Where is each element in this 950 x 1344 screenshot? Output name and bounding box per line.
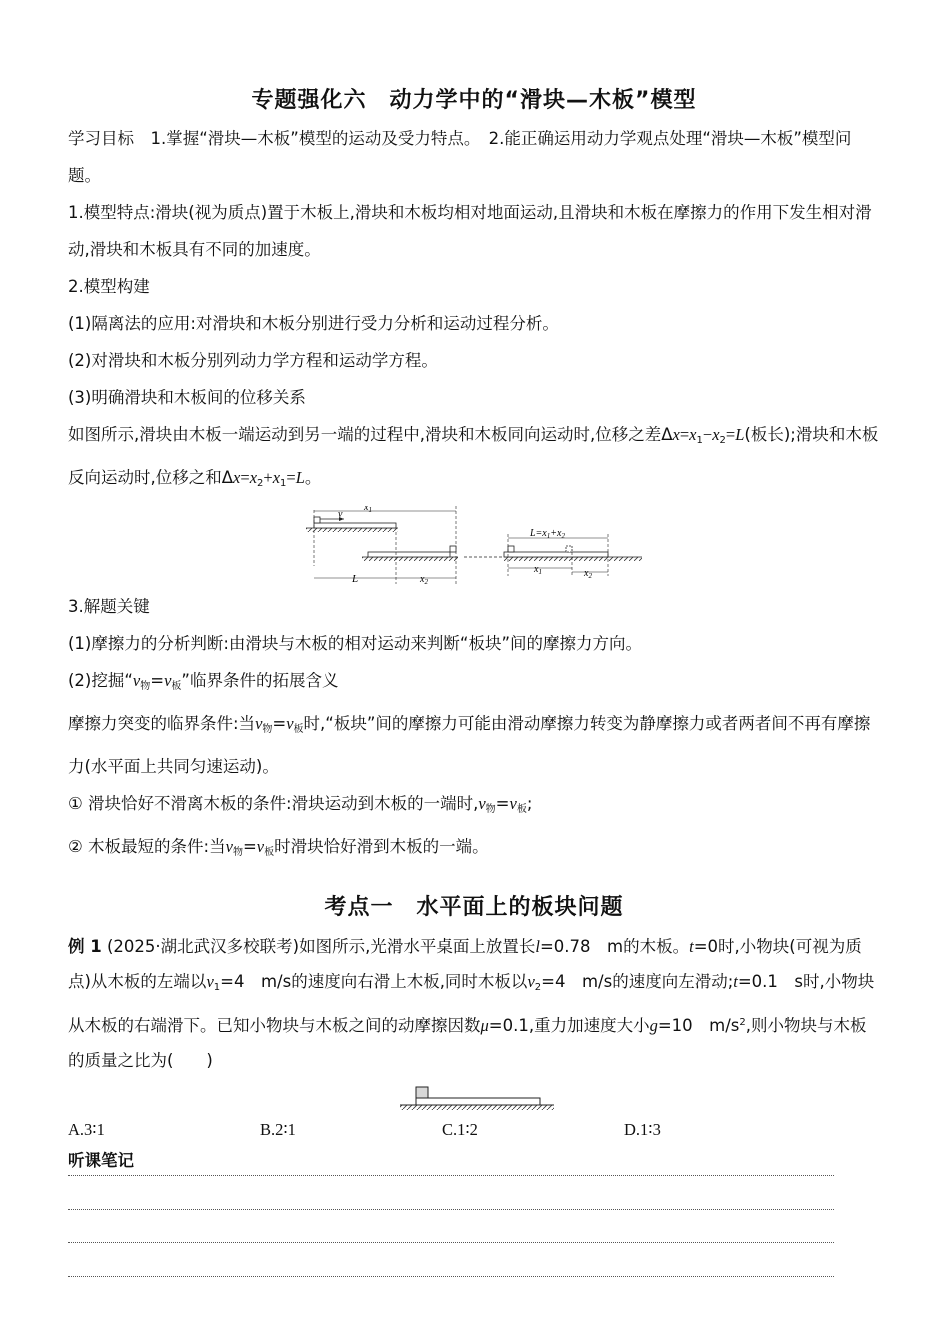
label-right-x1: $x_1$: [534, 564, 542, 576]
example-1: 例 1 (2025·湖北武汉多校联考)如图所示,光滑水平桌面上放置长l=0.78 m的木板。t=0时,小物块(可视为质点)从木板的左端以$v_1=4$ m/s的速度向右滑上木板,同时木板以$v_2=4$ m/s的速度向左滑动;t=0.1 s时,小物块从木板的右端滑下。已知小物块与木板之间的动摩擦因数μ=0.1,重力加速度大小g=10 $m/s^2$,则小物块与木板的质量之比为( ): [68, 937, 875, 1070]
ground-right: [504, 557, 642, 561]
label-v: v: [338, 509, 343, 520]
table-surface: [400, 1105, 554, 1110]
option-b[interactable]: B.2∶1: [260, 1120, 296, 1139]
answer-options: [68, 1112, 880, 1148]
paragraph-isolation: (1)隔离法的应用:对滑块和木板分别进行受力分析和运动过程分析。: [68, 314, 559, 333]
example-source: (2025·湖北武汉多校联考): [106, 937, 300, 956]
var-L: L: [735, 425, 745, 444]
note-line[interactable]: [68, 1276, 834, 1277]
block-board-displacement-figure: [304, 506, 644, 588]
paragraph-displacement: (3)明确滑块和木板间的位移关系: [68, 388, 306, 407]
learning-goal-label: 学习目标: [68, 129, 134, 148]
var-x2: x: [712, 425, 720, 444]
example-label: 例 1: [68, 937, 102, 956]
paragraph-friction-change: 摩擦力突变的临界条件:当$v_物=v_板$时,“板块”间的摩擦力可能由滑动摩擦力转变为静摩擦力或者两者间不再有摩擦力(水平面上共同匀速运动)。: [68, 714, 871, 776]
paragraph-model-features: 1.模型特点:滑块(视为质点)置于木板上,滑块和木板均相对地面运动,且滑块和木板在摩擦力的作用下发生相对滑动,滑块和木板具有不同的加速度。: [68, 203, 872, 259]
ground-top-left: [306, 528, 398, 532]
option-c[interactable]: C.1∶2: [442, 1120, 478, 1139]
small-block: [416, 1087, 428, 1098]
relation-text-b: (板长);滑块和木板反向运动时,位移之和Δ: [68, 425, 879, 487]
paragraph-equations: (2)对滑块和木板分别列动力学方程和运动学方程。: [68, 351, 438, 370]
paragraph-displacement-relation: 如图所示,滑块由木板一端运动到另一端的过程中,滑块和木板同向运动时,位移之差$\Delta x=x_1-x_2=L$(板长);滑块和木板反向运动时,位移之和$\Delta x=x_2+x_1=L$。: [68, 425, 879, 489]
paragraph-critical-condition: (2)挖掘“$v_物=v_板$”临界条件的拓展含义: [68, 671, 339, 692]
block-right-start: [508, 546, 514, 552]
board-right: [504, 552, 608, 557]
label-x1: $x_1$: [364, 506, 372, 514]
section-heading: 考点一 水平面上的板块问题: [324, 895, 624, 920]
block-right-end: [566, 546, 572, 552]
paragraph-key: 3.解题关键: [68, 597, 150, 616]
board-initial: [314, 523, 396, 528]
note-line[interactable]: [68, 1209, 834, 1210]
option-a[interactable]: A.3∶1: [68, 1120, 105, 1139]
board-final: [368, 552, 450, 557]
page: [68, 84, 880, 1277]
note-line[interactable]: [68, 1175, 834, 1176]
note-line[interactable]: [68, 1242, 834, 1243]
paragraph-condition-1: ① 滑块恰好不滑离木板的条件:滑块运动到木板的一端时$,v_物=v_板$;: [68, 794, 533, 815]
option-d[interactable]: D.1∶3: [624, 1120, 661, 1139]
paragraph-condition-2: ② 木板最短的条件:当$v_物=v_板$时滑块恰好滑到木板的一端。: [68, 837, 489, 858]
paragraph-model-build: 2.模型构建: [68, 277, 150, 296]
learning-goal-text: 1.掌握“滑块—木板”模型的运动及受力特点。 2.能正确运用动力学观点处理“滑块—木板”模型问题。: [68, 129, 852, 185]
ground-bottom-left: [362, 557, 458, 561]
relation-text-a: 如图所示,滑块由木板一端运动到另一端的过程中,滑块和木板同向运动时,位移之差Δ: [68, 425, 673, 444]
sub-1: 1: [696, 435, 703, 446]
page-title: 专题强化六 动力学中的“滑块—木板”模型: [251, 88, 697, 113]
example-figure: [398, 1084, 558, 1112]
var-x: x: [672, 425, 680, 444]
label-L-sum: $L=x_1+x_2$: [530, 528, 565, 540]
paragraph-friction-direction: (1)摩擦力的分析判断:由滑块与木板的相对运动来判断“板块”间的摩擦力方向。: [68, 634, 643, 653]
label-x2: $x_2$: [420, 574, 428, 586]
learning-goal: [68, 120, 880, 194]
label-right-x2: $x_2$: [584, 568, 592, 580]
var-x1: x: [689, 425, 697, 444]
eq-sign: =: [679, 425, 690, 444]
board: [416, 1098, 540, 1105]
notes-label: 听课笔记: [68, 1151, 134, 1170]
block-initial: [314, 517, 320, 523]
block-final: [450, 546, 456, 552]
label-L: L: [352, 573, 359, 585]
sub-2: 2: [719, 435, 726, 446]
